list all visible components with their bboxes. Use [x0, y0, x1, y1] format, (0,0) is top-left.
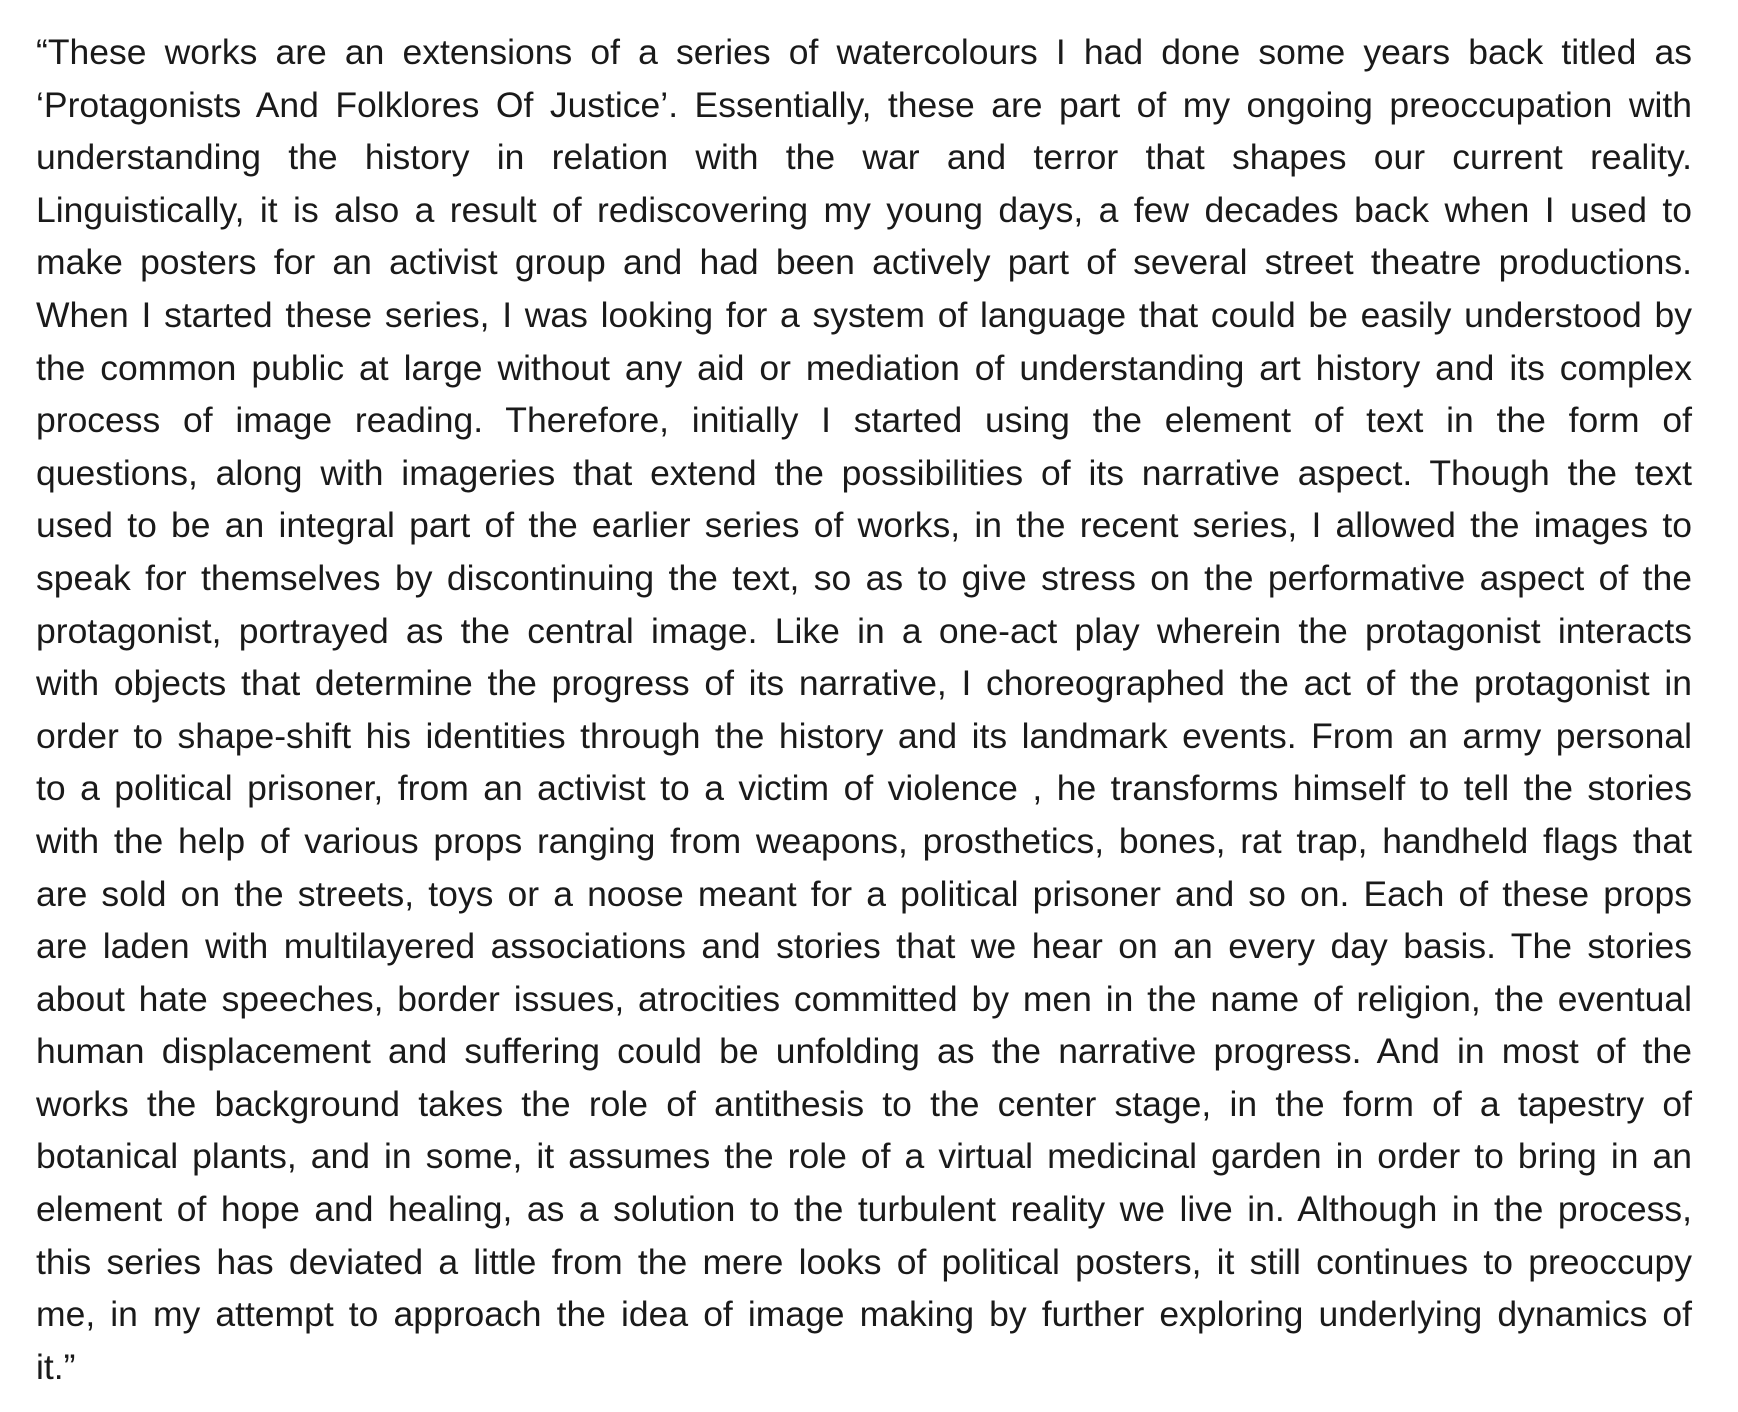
text-line: make posters for an activist group and had been actively part of several street theatre productions. — [36, 242, 1692, 283]
text-line: the common public at large without any aid or mediation of understanding art history and its complex — [36, 347, 1692, 388]
quote-paragraph — [36, 26, 1692, 1393]
text-line: about hate speeches, border issues, atrocities committed by men in the name of religion, the eventual — [36, 978, 1692, 1019]
text-line: protagonist, portrayed as the central image. Like in a one-act play wherein the protagonist interacts — [36, 610, 1692, 651]
text-line: are sold on the streets, toys or a noose meant for a political prisoner and so on. Each of these props — [36, 873, 1692, 914]
document-page — [36, 26, 1692, 1393]
text-line: with the help of various props ranging from weapons, prosthetics, bones, rat trap, handheld flags that — [36, 820, 1692, 861]
text-line: element of hope and healing, as a solution to the turbulent reality we live in. Although in the process, — [36, 1189, 1692, 1230]
text-line: “These works are an extensions of a series of watercolours I had done some years back titled as — [36, 32, 1692, 72]
text-line: are laden with multilayered associations and stories that we hear on an every day basis. The stories — [36, 926, 1692, 967]
text-line: questions, along with imageries that extend the possibilities of its narrative aspect. Though the text — [36, 452, 1692, 493]
text-line: order to shape-shift his identities through the history and its landmark events. From an army personal — [36, 715, 1692, 756]
text-line: to a political prisoner, from an activist to a victim of violence , he transforms himself to tell the stories — [36, 768, 1692, 809]
text-line: When I started these series, I was looking for a system of language that could be easily understood by — [36, 294, 1692, 335]
text-line: ‘Protagonists And Folklores Of Justice’. Essentially, these are part of my ongoing preoccupation with — [36, 84, 1692, 125]
text-line: works the background takes the role of antithesis to the center stage, in the form of a tapestry of — [36, 1083, 1692, 1124]
text-line: understanding the history in relation with the war and terror that shapes our current reality. — [36, 137, 1692, 178]
text-line: process of image reading. Therefore, initially I started using the element of text in the form of — [36, 400, 1692, 441]
text-line: speak for themselves by discontinuing the text, so as to give stress on the performative aspect of the — [36, 557, 1692, 598]
text-line: botanical plants, and in some, it assumes the role of a virtual medicinal garden in order to bring in an — [36, 1136, 1692, 1177]
text-line: with objects that determine the progress of its narrative, I choreographed the act of the protagonist in — [36, 663, 1692, 704]
text-line: Linguistically, it is also a result of rediscovering my young days, a few decades back when I used to — [36, 189, 1692, 230]
text-line: this series has deviated a little from the mere looks of political posters, it still continues to preoccupy — [36, 1241, 1692, 1282]
text-line: used to be an integral part of the earlier series of works, in the recent series, I allowed the images to — [36, 505, 1692, 546]
text-line: me, in my attempt to approach the idea of image making by further exploring underlying dynamics of — [36, 1294, 1692, 1335]
text-line: human displacement and suffering could be unfolding as the narrative progress. And in most of the — [36, 1031, 1692, 1072]
text-line-last: it.” — [36, 1346, 76, 1387]
